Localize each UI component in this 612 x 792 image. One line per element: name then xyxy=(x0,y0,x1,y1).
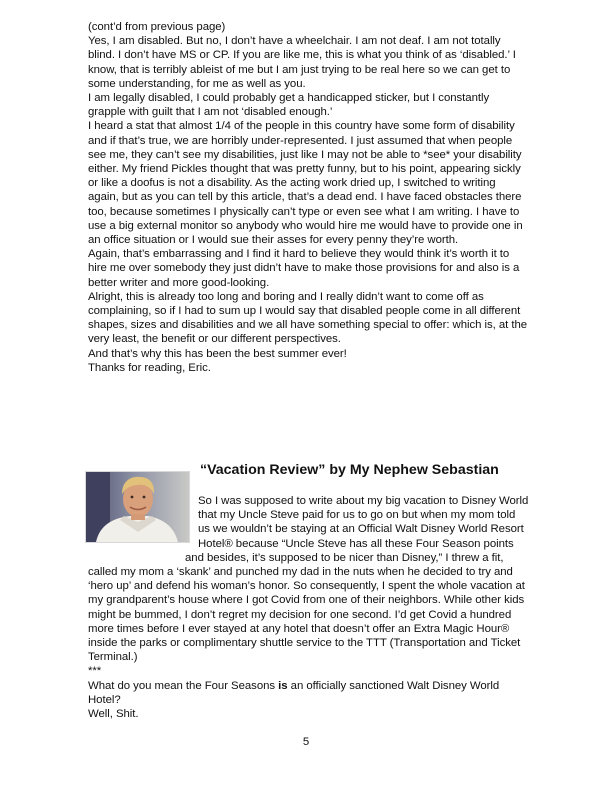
question-text: What do you mean the Four Seasons xyxy=(88,679,279,692)
continued-note: (cont’d from previous page) xyxy=(88,21,226,33)
article-title: “Vacation Review” by My Nephew Sebastian xyxy=(200,462,499,478)
body-paragraph: I am legally disabled, I could probably get a handicapped sticker, but I constantly grapple with guilt that I am not ‘disabled enough.’ xyxy=(88,92,490,119)
body-paragraph: Again, that’s embarrassing and I find it hard to believe they would think it’s worth it to hire me over somebody they just didn’t have to make those provisions for and also is a better writer and more good-looking. xyxy=(88,248,520,289)
section-separator: *** xyxy=(88,665,102,678)
body-paragraph: And that’s why this has been the best summer ever! xyxy=(88,347,347,360)
body-paragraph: I heard a stat that almost 1/4 of the people in this country have some form of disability and if that’s true, we are horribly under-represented. I just assumed that when people see me, they can’t see my disabilities, just like I may not be able to *see* your disability either. My friend Pickles thought that was pretty funny, but to his point, appearing sickly or like a doofus is not a disability. As the acting work dried up, I switched to writing again, but as you can tell by this article, that’s a dead end. I have faced obstacles there too, because sometimes I physically can’t type or even see what I am writing. I have to use a big external monitor so anybody who would hire me would have to provide one in an office situation or I would sue their asses for every penny they’re worth. xyxy=(88,120,523,247)
photo-wrap-spacer xyxy=(88,494,198,550)
article-question xyxy=(88,679,530,707)
photo-wrap-spacer-bottom xyxy=(88,550,185,551)
letter-section xyxy=(88,20,528,375)
question-emphasis: is xyxy=(278,679,288,692)
article-body xyxy=(88,494,530,721)
question-text-end: an officially sanctioned Walt Disney World Hotel? xyxy=(88,679,500,706)
body-paragraph: Yes, I am disabled. But no, I don’t have a wheelchair. I am not deaf. I am not totally blind. I don’t have MS or CP. If you are like me, this is what you think of as ‘disabled.’ I know, that is terribly ableist of me but I am just trying to be real here so we can get to some understanding, for me as well as you. xyxy=(88,35,516,90)
body-paragraph: Alright, this is already too long and boring and I really didn’t want to come off as complaining, so if I had to sum up I would say that disabled people come in all different shapes, sizes and disabilities and we all have something special to offer: which is, at the very least, the benefit or our different perspectives. xyxy=(88,290,528,346)
signoff: Thanks for reading, Eric. xyxy=(88,361,211,374)
article-closing: Well, Shit. xyxy=(88,708,139,721)
page-number: 5 xyxy=(302,736,310,748)
article-paragraph: So I was supposed to write about my big vacation to Disney World that my Uncle Steve paid for us to go on but when my mom told us we wouldn’t be staying at an Official Walt Disney World Resort Hotel® because “Uncle Steve has all these Four Season points and besides, it’s supposed to be nicer than Disney,” I threw a fit, called my mom a ‘skank’ and punched my dad in the nuts when he decided to try and ‘hero up’ and defend his woman’s honor. So consequently, I spent the whole vacation at my grandparent’s house where I got Covid from one of their neighbors. While other kids might be bummed, I don’t regret my decision for one second. I’d get Covid a hundred more times before I ever stayed at any hotel that doesn’t offer an Extra Magic Hour® inside the parks or complimentary shuttle service to the TTT (Transportation and Ticket Terminal.) xyxy=(88,495,529,664)
